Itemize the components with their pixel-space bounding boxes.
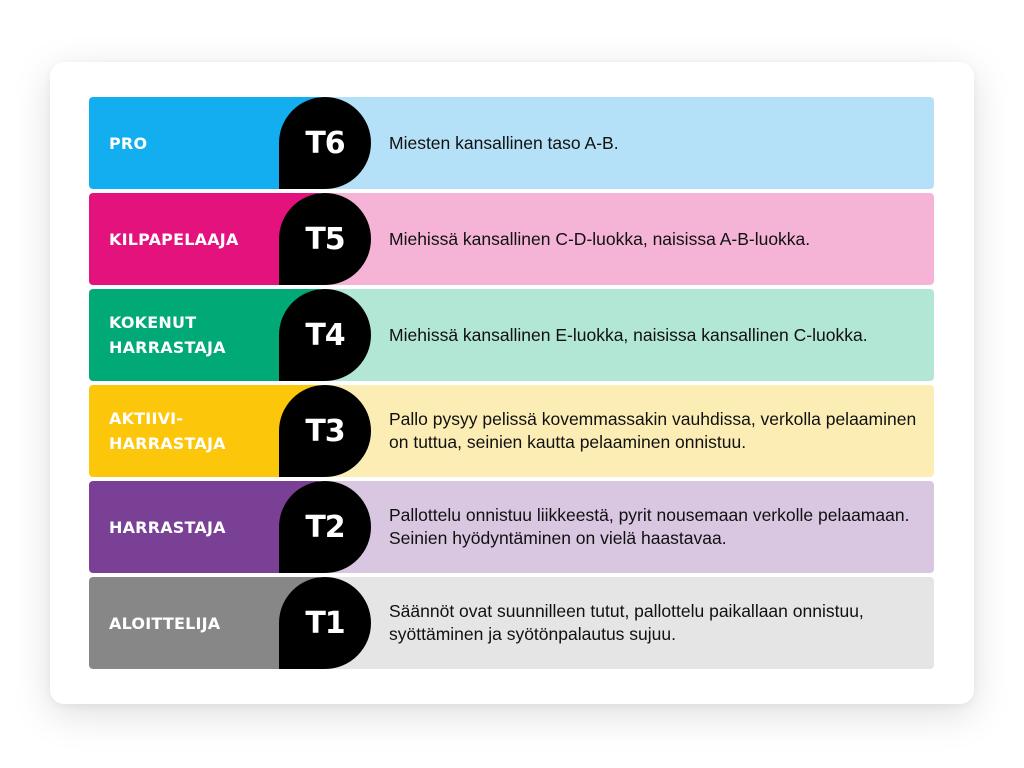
- level-badge: [279, 481, 371, 573]
- level-badge: [279, 577, 371, 669]
- level-badge: [279, 289, 371, 381]
- level-description: Pallo pysyy pelissä kovemmassakin vauhdissa, verkolla pelaaminen on tuttua, seinien kautta pelaaminen onnistuu.: [389, 409, 917, 452]
- level-description-cell: [319, 193, 934, 285]
- level-description: Miehissä kansallinen E-luokka, naisissa kansallinen C-luokka.: [389, 324, 868, 345]
- level-description-cell: [319, 385, 934, 477]
- level-description: Miehissä kansallinen C-D-luokka, naisissa A-B-luokka.: [389, 228, 811, 249]
- level-row-t2: [89, 481, 934, 573]
- level-list: [89, 97, 934, 669]
- level-description-cell: [319, 97, 934, 189]
- level-description-cell: [319, 577, 934, 669]
- level-code: T5: [305, 221, 345, 257]
- level-row-t5: [89, 193, 934, 285]
- level-code: T3: [305, 413, 345, 449]
- level-code: T6: [305, 125, 345, 161]
- level-badge: [279, 193, 371, 285]
- level-description: Pallottelu onnistuu liikkeestä, pyrit nousemaan verkolle pelaamaan. Seinien hyödyntäminen on vielä haastavaa.: [389, 505, 910, 548]
- level-description-cell: [319, 289, 934, 381]
- level-description-cell: [319, 481, 934, 573]
- level-label: KOKENUT HARRASTAJA: [109, 313, 226, 357]
- level-label: ALOITTELIJA: [109, 613, 221, 633]
- level-code: T1: [305, 605, 345, 641]
- level-description: Miesten kansallinen taso A-B.: [389, 132, 619, 153]
- level-description: Säännöt ovat suunnilleen tutut, pallottelu paikallaan onnistuu, syöttäminen ja syötönpalautus sujuu.: [389, 601, 864, 644]
- level-label: PRO: [109, 133, 148, 153]
- level-label: KILPAPELAAJA: [109, 229, 239, 249]
- level-code: T2: [305, 509, 345, 545]
- level-row-t4: [89, 289, 934, 381]
- level-row-t1: [89, 577, 934, 669]
- level-label: HARRASTAJA: [109, 517, 226, 537]
- level-label: AKTIIVI- HARRASTAJA: [109, 409, 226, 453]
- level-row-t6: [89, 97, 934, 189]
- level-badge: [279, 385, 371, 477]
- level-row-t3: [89, 385, 934, 477]
- level-code: T4: [305, 317, 345, 353]
- level-badge: [279, 97, 371, 189]
